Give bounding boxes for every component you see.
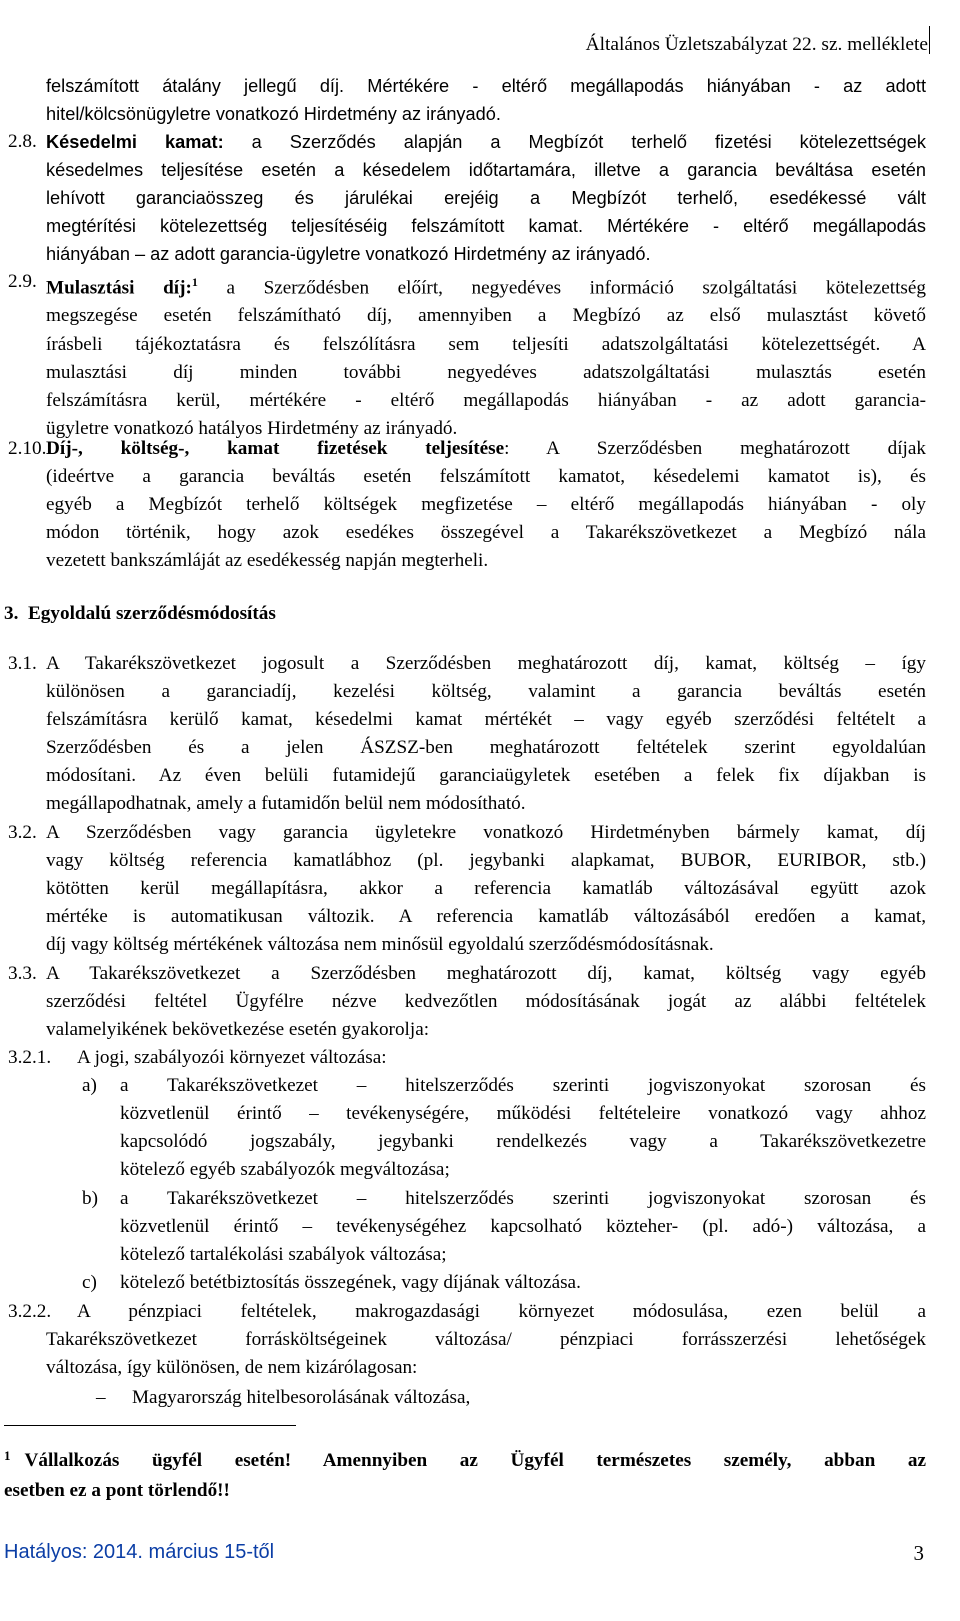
clause-number: 3.2.2. <box>8 1301 52 1322</box>
header-margin-mark <box>929 26 930 54</box>
text-line: Takarékszövetkezet forrásköltségeinek változása/ pénzpiaci forrásszerzési lehetőségek <box>46 1329 926 1351</box>
clause-3-2-2 <box>4 1298 926 1382</box>
clause-number: 3.2.1. <box>8 1047 52 1068</box>
clause-label: Késedelmi kamat: <box>46 132 224 152</box>
footnote-first-line <box>4 1441 926 1476</box>
text-line: A Takarékszövetkezet a Szerződésben meghatározott díj, kamat, költség vagy egyéb <box>46 963 926 984</box>
list-marker: a) <box>82 1075 97 1096</box>
footnote-separator <box>4 1425 296 1426</box>
text-line: változása, így különösen, de nem kizárólagosan: <box>46 1357 418 1379</box>
text-line: mértéke is automatikusan változik. A referencia kamatláb változásából eredően a kamat, <box>46 906 926 928</box>
text-line: közvetlenül érintő – tevékenységéhez kapcsolható közteher- (pl. adó-) változása, a <box>120 1216 926 1238</box>
clause-number: 3.2. <box>8 822 37 843</box>
text-line: felszámított átalány jellegű díj. Mértékére - eltérő megállapodás hiányában - az adott <box>46 76 926 96</box>
text-line: A Takarékszövetkezet jogosult a Szerződésben meghatározott díj, kamat, költség – így <box>46 653 926 674</box>
text-line: kötelező egyéb szabályozók megváltozása; <box>120 1159 450 1181</box>
clause-first-line: A pénzpiaci feltételek, makrogazdasági környezet módosulása, ezen belül a <box>77 1301 926 1322</box>
footnote-ref: 1 <box>191 275 198 289</box>
text-line: kötötten kerül megállapításra, akkor a referencia kamatláb változásával együtt azok <box>46 878 926 900</box>
text-line: kötelező betétbiztosítás összegének, vagy díjának változása. <box>120 1272 581 1293</box>
text-line: ügyletre vonatkozó hatályos Hirdetmény az irányadó. <box>46 417 458 439</box>
list-item-b <box>4 1185 926 1269</box>
text-line: módosítani. Az éven belüli futamidejű garanciaügyletek esetében a felek fix díjakban is <box>46 765 926 787</box>
clause-number: 2.10. <box>8 438 47 459</box>
clause-2-8 <box>4 128 926 268</box>
text-line: megtérítési kötelezettség teljesítéséig felszámított kamat. Mértékére - eltérő megállapodás <box>46 216 926 237</box>
clause-number: 3.1. <box>8 653 37 674</box>
clause-first-line <box>4 128 926 156</box>
clause-3-2-1 <box>4 1044 926 1072</box>
effective-date: Hatályos: 2014. március 15-től <box>4 1541 275 1563</box>
list-marker: b) <box>82 1188 98 1209</box>
clause-label: Mulasztási díj: <box>46 277 192 299</box>
section-3-heading <box>4 603 276 625</box>
section-title: Egyoldalú szerződésmódosítás <box>27 603 276 624</box>
text-line: kapcsolódó jogszabály, jegybanki rendelkezés vagy a Takarékszövetkezetre <box>120 1131 926 1153</box>
text-line: valamelyikének bekövetkezése esetén gyakorolja: <box>46 1019 430 1041</box>
text-line: szerződési feltétel Ügyfélre nézve kedvezőtlen módosításának jogát az alábbi feltételek <box>46 991 926 1013</box>
text-line: megszegése esetén felszámítható díj, amennyiben a Megbízó az első mulasztást követő <box>46 305 926 327</box>
clause-number: 3.3. <box>8 963 37 984</box>
footnote <box>4 1441 926 1506</box>
dash-marker: – <box>96 1387 106 1408</box>
text-line: módon történik, hogy azok esedékes összegével a Takarékszövetkezet a Megbízó nála <box>46 522 926 544</box>
clause-3-1 <box>4 650 926 819</box>
text-line: közvetlenül érintő – tevékenységére, működési feltételeire vonatkozó vagy ahhoz <box>120 1103 926 1125</box>
text-line: hitel/kölcsönügyletre vonatkozó Hirdetmény az irányadó. <box>46 104 501 125</box>
list-marker: c) <box>82 1272 97 1293</box>
footnote-number: 1 <box>4 1448 11 1463</box>
text-line: késedelmes teljesítése esetén a késedelem időtartamára, illetve a garancia beváltása esetén <box>46 160 926 181</box>
intro-paragraph <box>4 72 926 128</box>
clause-first-line <box>4 268 926 302</box>
text-line: különösen a garanciadíj, kezelési költség, valamint a garancia beváltás esetén <box>46 681 926 703</box>
text-line: megállapodhatnak, amely a futamidőn belül nem módosítható. <box>46 793 526 815</box>
text-line: kötelező tartalékolási szabályok változása; <box>120 1244 447 1266</box>
list-item-a <box>4 1072 926 1184</box>
clause-3-3 <box>4 960 926 1044</box>
clause-2-10 <box>4 435 926 575</box>
clause-first-text: a Szerződés alapján a Megbízót terhelő fizetési kötelezettségek <box>251 132 927 152</box>
clause-number: 2.9. <box>8 271 37 292</box>
text-line: írásbeli tájékoztatásra és felszólításra sem teljesíti adatszolgáltatási kötelezettségét. A <box>46 333 926 355</box>
text-line: felszámításra kerülő kamat, késedelmi kamat mértékét – vagy egyéb szerződési feltételt a <box>46 709 926 731</box>
clause-first-text: a Szerződésben előírt, negyedéves információ szolgáltatási kötelezettség <box>226 277 927 299</box>
clause-first-line <box>4 435 926 463</box>
footnote-text: Vállalkozás ügyfél esetén! Amennyiben az Ügyfél természetes személy, abban az <box>24 1450 926 1471</box>
text-line: (ideértve a garancia beváltás esetén felszámított kamatot, késedelemi kamatot is), és <box>46 466 926 488</box>
text-line: mulasztási díj minden további negyedéves adatszolgáltatási mulasztás esetén <box>46 361 926 383</box>
text-line: díj vagy költség mértékének változása nem minősül egyoldalú szerződésmódosításnak. <box>46 934 714 956</box>
text-line: a Takarékszövetkezet – hitelszerződés szerinti jogviszonyokat szorosan és <box>120 1188 926 1209</box>
text-line: a Takarékszövetkezet – hitelszerződés szerinti jogviszonyokat szorosan és <box>120 1075 926 1096</box>
clause-number: 2.8. <box>8 131 37 152</box>
clause-label: Díj-, költség-, kamat fizetések teljesítése <box>46 438 505 459</box>
clause-3-2 <box>4 819 926 959</box>
clause-2-9 <box>4 268 926 443</box>
page-number: 3 <box>913 1541 924 1565</box>
text-line: vagy költség referencia kamatlábhoz (pl. jegybanki alapkamat, BUBOR, EURIBOR, stb.) <box>46 850 926 872</box>
bullet-item <box>4 1384 926 1412</box>
page-header-title: Általános Üzletszabályzat 22. sz. melléklete <box>585 34 928 55</box>
text-line: felszámításra kerül, mértékére - eltérő megállapodás hiányában - az adott garancia- <box>46 389 926 411</box>
text-line: egyéb a Megbízót terhelő költségek megfizetése – eltérő megállapodás hiányában - oly <box>46 494 926 516</box>
list-item-c <box>4 1269 926 1297</box>
subclause-title: A jogi, szabályozói környezet változása: <box>77 1047 387 1068</box>
text-line: Szerződésben és a jelen ÁSZSZ-ben meghatározott feltételek szerint egyoldalúan <box>46 737 926 759</box>
text-line: hiányában – az adott garancia-ügyletre vonatkozó Hirdetmény az irányadó. <box>46 244 651 265</box>
text-line: Magyarország hitelbesorolásának változása, <box>132 1387 471 1408</box>
clause-first-text: : A Szerződésben meghatározott díjak <box>504 438 926 459</box>
text-line: A Szerződésben vagy garancia ügyletekre vonatkozó Hirdetményben bármely kamat, díj <box>46 822 926 843</box>
footnote-text: esetben ez a pont törlendő!! <box>4 1480 230 1501</box>
text-line: lehívott garanciaösszeg és járulékai erejéig a Megbízót terhelő, esedékessé vált <box>46 188 926 209</box>
text-line: vezetett bankszámláját az esedékesség napján megterheli. <box>46 550 489 572</box>
section-number: 3. <box>4 603 19 624</box>
